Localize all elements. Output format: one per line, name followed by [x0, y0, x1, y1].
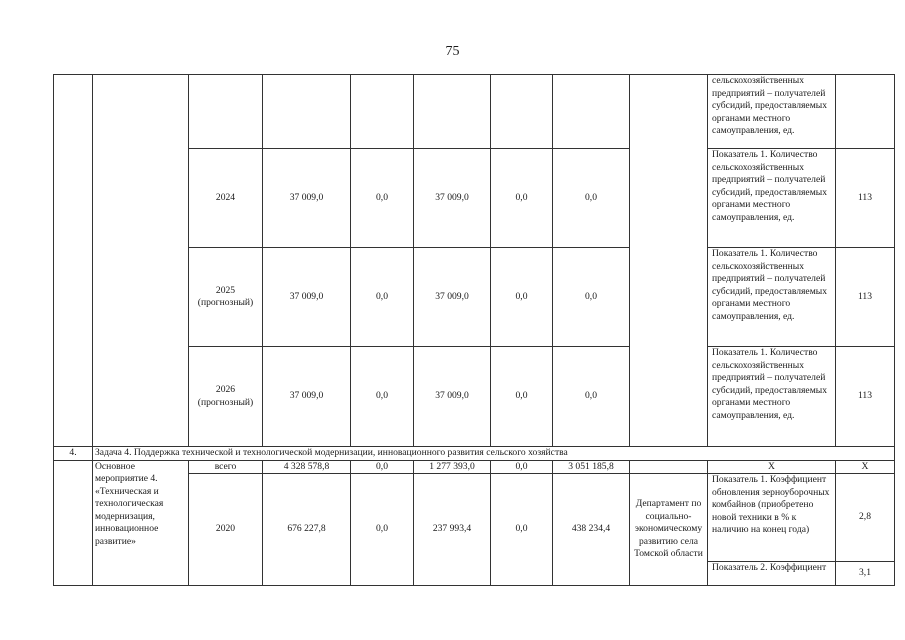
federal-value: 0,0	[351, 248, 414, 347]
local-value: 0,0	[491, 460, 553, 474]
regional-value: 37 009,0	[414, 347, 491, 447]
local-value: 0,0	[491, 248, 553, 347]
program-table	[53, 74, 895, 586]
federal-value: 0,0	[351, 474, 414, 586]
number-cell-empty	[54, 75, 93, 447]
task-number: 4.	[54, 447, 93, 461]
department-cell-empty	[630, 460, 708, 474]
indicator-cell: Показатель 1. Количество сельскохозяйственных предприятий – получателей субсидий, предоставляемых органами местного самоуправления, ед.	[708, 149, 836, 248]
federal-value: 0,0	[351, 460, 414, 474]
extrabudget-value: 3 051 185,8	[553, 460, 630, 474]
indicator-cell: Показатель 2. Коэффициент	[708, 562, 836, 586]
indicator-value: 113	[836, 347, 895, 447]
local-value: 0,0	[491, 149, 553, 248]
indicator-value: X	[836, 460, 895, 474]
local-value: 0,0	[491, 347, 553, 447]
indicator-value: 2,8	[836, 474, 895, 562]
federal-value: 0,0	[351, 347, 414, 447]
indicator-cell: Показатель 1. Количество сельскохозяйственных предприятий – получателей субсидий, предоставляемых органами местного самоуправления, ед.	[708, 248, 836, 347]
indicator-cell: Показатель 1. Количество сельскохозяйственных предприятий – получателей субсидий, предоставляемых органами местного самоуправления, ед.	[708, 347, 836, 447]
number-cell-empty	[54, 460, 93, 586]
total-value: 37 009,0	[263, 347, 351, 447]
federal-value: 0,0	[351, 149, 414, 248]
regional-value: 37 009,0	[414, 248, 491, 347]
table-row-continued	[54, 75, 895, 149]
regional-value: 1 277 393,0	[414, 460, 491, 474]
indicator-cell: сельскохозяйственных предприятий – получателей субсидий, предоставляемых органами местного самоуправления, ед.	[708, 75, 836, 149]
extrabudget-value: 0,0	[553, 149, 630, 248]
task-row	[54, 447, 895, 461]
total-value: 37 009,0	[263, 149, 351, 248]
indicator-value: 113	[836, 248, 895, 347]
total-value: 37 009,0	[263, 248, 351, 347]
extrabudget-value: 0,0	[553, 347, 630, 447]
measure-name: Основное мероприятие 4. «Техническая и технологическая модернизация, инновационное развитие»	[93, 460, 189, 586]
measure-cell-empty	[93, 75, 189, 447]
indicator-cell: Показатель 1. Коэффициент обновления зерноуборочных комбайнов (приобретено новой техники в % к наличию на конец года)	[708, 474, 836, 562]
task-title: Задача 4. Поддержка технической и технологической модернизации, инновационного развития сельского хозяйства	[93, 447, 895, 461]
extrabudget-value: 0,0	[553, 248, 630, 347]
regional-value: 37 009,0	[414, 149, 491, 248]
total-label: всего	[189, 460, 263, 474]
department-cell-empty	[630, 75, 708, 447]
indicator-value: 3,1	[836, 562, 895, 586]
year-cell: 2024	[189, 149, 263, 248]
page-number: 75	[445, 44, 460, 59]
total-value: 676 227,8	[263, 474, 351, 586]
regional-value: 237 993,4	[414, 474, 491, 586]
local-value: 0,0	[491, 474, 553, 586]
year-cell: 2026 (прогнозный)	[189, 347, 263, 447]
total-row	[54, 460, 895, 474]
year-cell: 2025 (прогнозный)	[189, 248, 263, 347]
department-cell: Департамент по социально-экономическому развитию села Томской области	[630, 474, 708, 586]
extrabudget-value: 438 234,4	[553, 474, 630, 586]
indicator-value: 113	[836, 149, 895, 248]
year-cell: 2020	[189, 474, 263, 586]
total-value: 4 328 578,8	[263, 460, 351, 474]
indicator-cell: X	[708, 460, 836, 474]
